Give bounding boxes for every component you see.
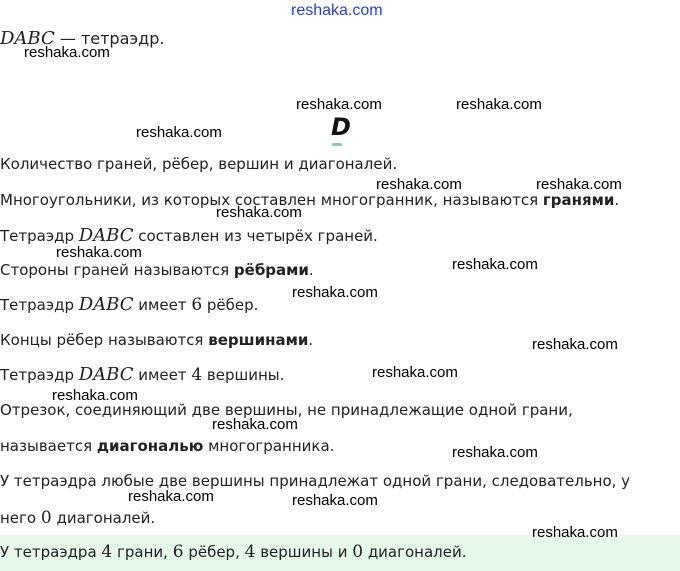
math-dabc: DABC [78, 225, 134, 246]
line-text: вершины. [202, 366, 285, 384]
answer-number: 0 [352, 542, 364, 562]
line-text: Тетраэдр [0, 366, 79, 384]
watermark: reshaka.com [376, 176, 462, 193]
watermark: reshaka.com [292, 492, 378, 509]
line-text: рёбер. [202, 296, 259, 314]
watermark-top: reshaka.com [291, 2, 383, 19]
watermark: reshaka.com [212, 416, 298, 433]
line-heading: Количество граней, рёбер, вершин и диагоналей. [0, 155, 398, 173]
period: . [614, 191, 620, 209]
line-text: называется [0, 437, 97, 455]
line-vertices-def [0, 331, 313, 349]
answer-text: диагоналей. [363, 543, 467, 561]
watermark: reshaka.com [52, 387, 138, 404]
line-faces-count [0, 225, 378, 246]
watermark: reshaka.com [216, 204, 302, 221]
watermark: reshaka.com [56, 244, 142, 261]
answer-number: 6 [172, 542, 184, 562]
watermark: reshaka.com [296, 96, 382, 113]
line-text: имеет [133, 366, 192, 384]
watermark: reshaka.com [532, 524, 618, 541]
watermark: reshaka.com [532, 336, 618, 353]
term-vertices: вершинами [208, 331, 309, 349]
period: . [308, 261, 314, 279]
line-text: диагоналей. [51, 509, 156, 527]
line-text: Стороны граней называются [0, 261, 234, 279]
intro-math: DABC [0, 28, 55, 49]
line-diagonal-def-1: Отрезок, соединяющий две вершины, не принадлежащие одной грани, [0, 401, 573, 419]
line-faces-def-text: Многоугольники, из которых составлен многогранник, называются [0, 191, 543, 209]
math-dabc: DABC [78, 294, 134, 315]
math-dabc: DABC [78, 364, 134, 385]
term-diagonal: диагональю [96, 437, 204, 455]
intro-text: — тетраэдр. [54, 29, 165, 48]
answer-text: вершины и [255, 543, 353, 561]
line-text: Тетраэдр [0, 227, 79, 245]
term-faces: гранями [542, 191, 615, 209]
watermark: reshaka.com [24, 44, 110, 61]
line-text: него [0, 509, 41, 527]
watermark: reshaka.com [136, 124, 222, 141]
math-number: 4 [191, 365, 203, 385]
answer-text: У тетраэдра [0, 543, 102, 561]
line-diagonal-def-2 [0, 437, 334, 455]
line-text: составлен из четырёх граней. [133, 227, 378, 245]
line-text: многогранника. [203, 437, 335, 455]
line-diagonal-count-2 [0, 508, 155, 528]
line-text: Тетраэдр [0, 296, 79, 314]
math-number: 0 [40, 508, 52, 528]
math-number: 6 [191, 295, 203, 315]
watermark: reshaka.com [456, 96, 542, 113]
answer-text: рёбер, [183, 543, 245, 561]
watermark: reshaka.com [372, 364, 458, 381]
period: . [308, 331, 314, 349]
answer-number: 4 [101, 542, 113, 562]
line-vertices-count [0, 364, 284, 385]
line-faces-def [0, 191, 619, 209]
term-edges: рёбрами [233, 261, 309, 279]
line-diagonal-count-1: У тетраэдра любые две вершины принадлежат одной грани, следовательно, у [0, 472, 631, 490]
watermark: reshaka.com [536, 176, 622, 193]
answer-text: грани, [112, 543, 173, 561]
line-edges-count [0, 294, 258, 315]
watermark: reshaka.com [452, 444, 538, 461]
line-text: имеет [133, 296, 192, 314]
figure-mark [332, 143, 342, 146]
figure-vertex-label: D [331, 113, 351, 141]
watermark: reshaka.com [128, 488, 214, 505]
line-edges-def [0, 261, 314, 279]
answer-line [0, 542, 467, 562]
line-text: Концы рёбер называются [0, 331, 209, 349]
answer-number: 4 [244, 542, 256, 562]
watermark: reshaka.com [452, 256, 538, 273]
watermark: reshaka.com [292, 284, 378, 301]
